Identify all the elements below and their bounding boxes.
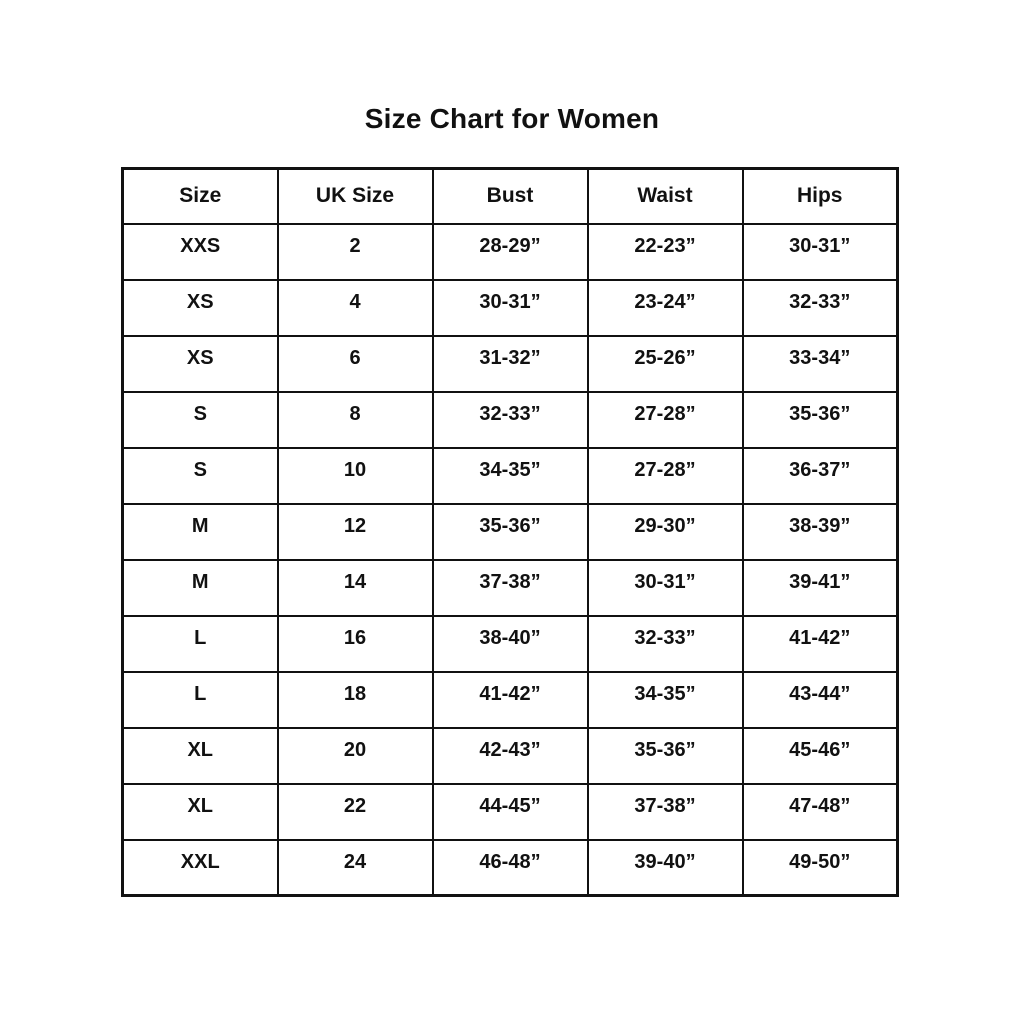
table-cell: 45-46” — [743, 728, 898, 784]
size-chart-table — [121, 167, 899, 897]
table-cell: 27-28” — [588, 448, 743, 504]
page-title: Size Chart for Women — [364, 103, 660, 134]
table-cell: S — [123, 448, 278, 504]
table-cell: 37-38” — [433, 560, 588, 616]
table-row — [123, 728, 898, 784]
table-cell: 42-43” — [433, 728, 588, 784]
table-cell: 35-36” — [433, 504, 588, 560]
table-row — [123, 616, 898, 672]
table-cell: 4 — [278, 280, 433, 336]
table-cell: 41-42” — [743, 616, 898, 672]
table-cell: 30-31” — [588, 560, 743, 616]
table-cell: 22-23” — [588, 224, 743, 280]
table-body — [123, 224, 898, 896]
table-row — [123, 336, 898, 392]
table-cell: 43-44” — [743, 672, 898, 728]
table-cell: 6 — [278, 336, 433, 392]
table-cell: 35-36” — [743, 392, 898, 448]
table-cell: 8 — [278, 392, 433, 448]
table-cell: 41-42” — [433, 672, 588, 728]
table-cell: 28-29” — [433, 224, 588, 280]
table-row — [123, 280, 898, 336]
column-header-size: Size — [123, 169, 278, 224]
table-cell: M — [123, 504, 278, 560]
table-cell: 14 — [278, 560, 433, 616]
table-cell: L — [123, 672, 278, 728]
table-cell: L — [123, 616, 278, 672]
table-cell: XXS — [123, 224, 278, 280]
table-cell: 35-36” — [588, 728, 743, 784]
table-cell: 22 — [278, 784, 433, 840]
column-header-bust: Bust — [433, 169, 588, 224]
table-cell: 34-35” — [588, 672, 743, 728]
column-header-hips: Hips — [743, 169, 898, 224]
table-header — [123, 169, 898, 224]
table-cell: XS — [123, 280, 278, 336]
table-cell: 30-31” — [433, 280, 588, 336]
table-row — [123, 560, 898, 616]
column-header-waist: Waist — [588, 169, 743, 224]
table-cell: XS — [123, 336, 278, 392]
table-cell: 32-33” — [433, 392, 588, 448]
table-cell: 16 — [278, 616, 433, 672]
table-cell: 23-24” — [588, 280, 743, 336]
table-cell: 2 — [278, 224, 433, 280]
table-cell: 24 — [278, 840, 433, 896]
table-cell: 18 — [278, 672, 433, 728]
table-cell: 39-40” — [588, 840, 743, 896]
table-cell: XL — [123, 728, 278, 784]
table-cell: S — [123, 392, 278, 448]
table-row — [123, 840, 898, 896]
table-row — [123, 504, 898, 560]
table-cell: 32-33” — [743, 280, 898, 336]
table-cell: 12 — [278, 504, 433, 560]
table-cell: XXL — [123, 840, 278, 896]
table-cell: 20 — [278, 728, 433, 784]
table-row — [123, 784, 898, 840]
table-cell: 49-50” — [743, 840, 898, 896]
table-cell: 25-26” — [588, 336, 743, 392]
table-cell: 38-39” — [743, 504, 898, 560]
table-cell: 27-28” — [588, 392, 743, 448]
table-cell: 37-38” — [588, 784, 743, 840]
table-cell: 44-45” — [433, 784, 588, 840]
table-cell: 36-37” — [743, 448, 898, 504]
table-row — [123, 448, 898, 504]
table-cell: 34-35” — [433, 448, 588, 504]
table-row — [123, 224, 898, 280]
table-cell: 32-33” — [588, 616, 743, 672]
table-cell: 29-30” — [588, 504, 743, 560]
table-cell: 39-41” — [743, 560, 898, 616]
table-cell: 33-34” — [743, 336, 898, 392]
table-cell: 10 — [278, 448, 433, 504]
header-row — [123, 169, 898, 224]
table-cell: 47-48” — [743, 784, 898, 840]
table-cell: 31-32” — [433, 336, 588, 392]
table-cell: M — [123, 560, 278, 616]
table-row — [123, 672, 898, 728]
table-cell: 30-31” — [743, 224, 898, 280]
table-cell: 46-48” — [433, 840, 588, 896]
table-cell: 38-40” — [433, 616, 588, 672]
column-header-uk-size: UK Size — [278, 169, 433, 224]
table-row — [123, 392, 898, 448]
table-cell: XL — [123, 784, 278, 840]
